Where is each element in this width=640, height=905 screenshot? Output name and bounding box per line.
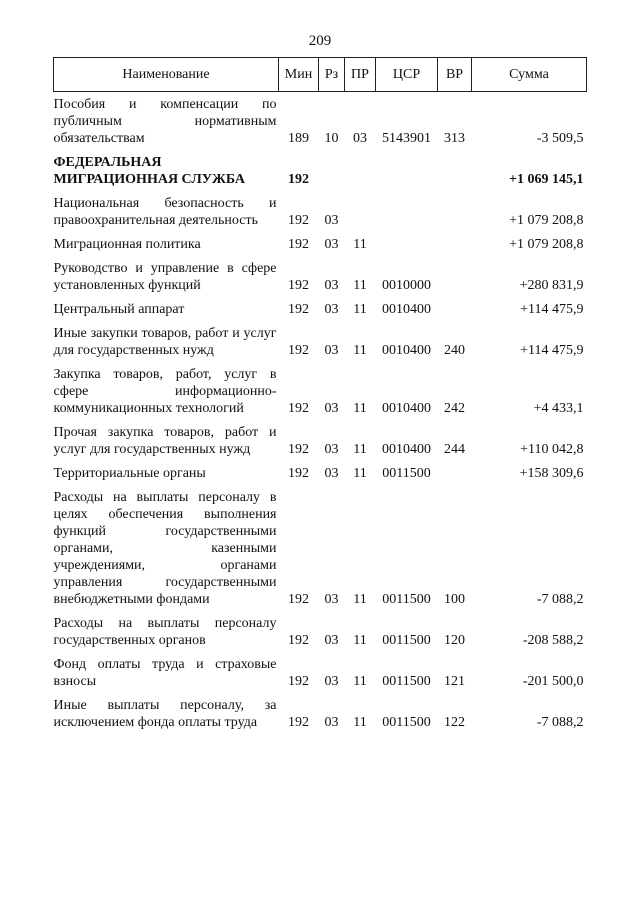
table-row [54,482,587,608]
cell-min: 189 [288,131,309,146]
table-row [54,294,587,318]
cell-min: 192 [288,172,309,187]
cell-vr: 120 [444,633,465,648]
cell-pr: 11 [353,442,367,457]
cell-csr: 0010000 [382,278,431,293]
cell-csr: 0010400 [382,343,431,358]
cell-vr [438,147,472,188]
cell-csr [376,229,438,253]
cell-vr: 244 [444,442,465,457]
cell-sum: -201 500,0 [522,674,584,689]
cell-sum: -3 509,5 [536,131,584,146]
cell-name: Закупка товаров, работ, услуг в сфере информационно-коммуникационных технологий [53,367,277,416]
table-body [54,92,587,732]
cell-csr: 0011500 [382,674,431,689]
cell-vr: 240 [444,343,465,358]
cell-pr: 11 [353,466,367,481]
cell-csr: 0010400 [382,442,431,457]
cell-sum: +1 079 208,8 [509,213,584,228]
cell-sum: +114 475,9 [520,343,584,358]
cell-csr: 0011500 [382,633,431,648]
cell-rz: 03 [324,715,339,730]
cell-name: Руководство и управление в сфере установленных функций [53,261,277,293]
cell-name: Расходы на выплаты персоналу в целях обеспечения выполнения функций государственными органами, казенными учреждениями, органами управления государственными внебюджетными фондами [53,490,277,607]
cell-min: 192 [288,278,309,293]
cell-vr: 100 [444,592,465,607]
table-row [54,318,587,359]
table-header [54,58,587,92]
page-number: 209 [308,33,332,49]
cell-name: ФЕДЕРАЛЬНАЯ МИГРАЦИОННАЯ СЛУЖБА [53,155,246,187]
cell-name: Расходы на выплаты персоналу государственных органов [53,616,277,648]
cell-rz: 03 [324,466,339,481]
cell-pr [345,147,376,188]
cell-sum: +4 433,1 [533,401,584,416]
cell-name: Национальная безопасность и правоохранительная деятельность [53,196,277,228]
cell-csr: 0011500 [382,466,431,481]
cell-vr [438,229,472,253]
cell-vr: 121 [444,674,465,689]
cell-sum: +114 475,9 [520,302,584,317]
table-row [54,417,587,458]
cell-name: Фонд оплаты труда и страховые взносы [53,657,277,689]
budget-table [53,57,587,731]
table-row [54,188,587,229]
column-header-vr: ВР [438,58,472,92]
cell-csr: 0011500 [382,592,431,607]
cell-rz: 03 [324,237,339,252]
column-header-name: Наименование [54,58,279,92]
cell-rz: 03 [324,633,339,648]
cell-rz: 10 [324,131,339,146]
cell-pr: 11 [353,674,367,689]
cell-pr: 11 [353,592,367,607]
cell-pr: 11 [353,237,367,252]
cell-sum: +158 309,6 [519,466,584,481]
cell-min: 192 [288,343,309,358]
cell-vr [438,253,472,294]
cell-rz: 03 [324,592,339,607]
cell-sum: -7 088,2 [536,592,584,607]
table-row [54,458,587,482]
table-row [54,253,587,294]
table-row [54,649,587,690]
cell-min: 192 [288,674,309,689]
cell-rz: 03 [324,442,339,457]
cell-sum: +1 079 208,8 [509,237,584,252]
cell-name: Центральный аппарат [53,302,185,317]
cell-rz: 03 [324,213,339,228]
cell-min: 192 [288,401,309,416]
cell-sum: +280 831,9 [519,278,584,293]
cell-csr: 5143901 [382,131,431,146]
cell-name: Территориальные органы [53,466,206,481]
cell-pr: 11 [353,633,367,648]
cell-vr: 313 [444,131,465,146]
column-header-min: Мин [279,58,319,92]
cell-csr [376,188,438,229]
cell-vr [438,188,472,229]
cell-name: Пособия и компенсации по публичным нормативным обязательствам [53,97,277,146]
cell-min: 192 [288,302,309,317]
cell-vr [438,294,472,318]
cell-csr: 0010400 [382,401,431,416]
table-row [54,229,587,253]
cell-vr: 122 [444,715,465,730]
table-row [54,359,587,417]
cell-name: Иные выплаты персоналу, за исключением фонда оплаты труда [53,698,277,730]
table-row [54,92,587,148]
cell-pr: 11 [353,401,367,416]
cell-name: Иные закупки товаров, работ и услуг для государственных нужд [53,326,277,358]
cell-name: Миграционная политика [53,237,201,252]
cell-csr [376,147,438,188]
cell-pr: 11 [353,715,367,730]
cell-vr: 242 [444,401,465,416]
cell-rz: 03 [324,401,339,416]
cell-min: 192 [288,237,309,252]
cell-rz: 03 [324,343,339,358]
cell-min: 192 [288,633,309,648]
table-row [54,608,587,649]
cell-rz: 03 [324,278,339,293]
column-header-csr: ЦСР [376,58,438,92]
cell-sum: -7 088,2 [536,715,584,730]
cell-sum: +1 069 145,1 [509,172,584,187]
cell-pr: 11 [353,343,367,358]
table-row [54,147,587,188]
cell-pr: 11 [353,302,367,317]
cell-pr: 11 [353,278,367,293]
cell-csr: 0010400 [382,302,431,317]
cell-rz [319,147,345,188]
cell-min: 192 [288,592,309,607]
cell-vr [438,458,472,482]
column-header-pr: ПР [345,58,376,92]
cell-name: Прочая закупка товаров, работ и услуг для государственных нужд [53,425,277,457]
cell-rz: 03 [324,674,339,689]
column-header-sum: Сумма [472,58,587,92]
table-row [54,690,587,731]
cell-csr: 0011500 [382,715,431,730]
cell-rz: 03 [324,302,339,317]
cell-sum: -208 588,2 [522,633,584,648]
column-header-rz: Рз [319,58,345,92]
cell-min: 192 [288,715,309,730]
cell-sum: +110 042,8 [520,442,584,457]
cell-pr: 03 [353,131,367,146]
cell-pr [345,188,376,229]
cell-min: 192 [288,466,309,481]
cell-min: 192 [288,213,309,228]
cell-min: 192 [288,442,309,457]
